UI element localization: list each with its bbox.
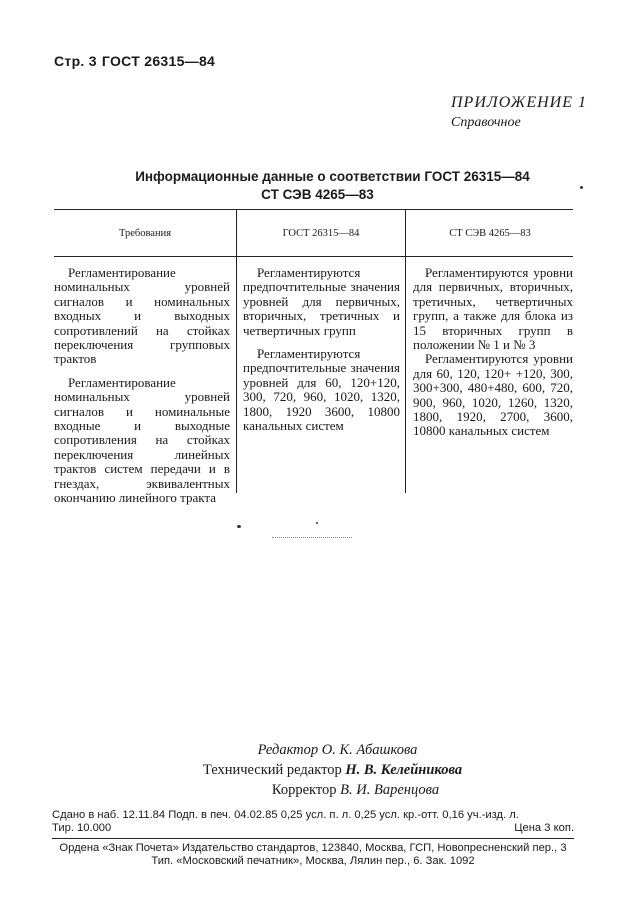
tech-editor-name: Н. В. Келейникова xyxy=(345,762,463,778)
corrector-line xyxy=(0,780,625,800)
printer-info xyxy=(52,842,574,867)
editor-line xyxy=(0,740,625,760)
print-speck xyxy=(237,525,241,528)
appendix-label xyxy=(451,94,587,131)
header-st-sev: СТ СЭВ 4265—83 xyxy=(449,228,531,239)
print-run: Тир. 10.000 xyxy=(52,821,112,834)
table-header-rule xyxy=(54,256,573,257)
table-top-rule xyxy=(54,209,573,210)
title-line-2: СТ СЭВ 4265—83 xyxy=(261,187,374,202)
st-sev-1: Регламентируются уровни для первичных, вторичных, третичных, четвертичных групп, а также для блока из 15 вторичных групп в положении № 1 и № 3 xyxy=(413,265,573,353)
st-sev-2: Регламентируются уровни для 60, 120, 120+ +120, 300, 300+300, 480+480, 600, 720, 900, 960, 1020, 1260, 1320, 1800, 1920, 2700, 3600, 10800 канальных систем xyxy=(413,351,573,439)
tech-editor-line xyxy=(0,760,625,780)
header-requirements: Требования xyxy=(118,228,172,239)
tech-editor-role: Технический редактор xyxy=(202,762,342,778)
requirement-1: Регламентирование номинальных уровней сигналов и номинальных входных и выходных сопротивлений на стойках переключения групповых трактов xyxy=(54,265,230,367)
footer-rule xyxy=(52,838,574,839)
imprint-line-1: Сдано в наб. 12.11.84 Подп. в печ. 04.02.85 0,25 усл. п. л. 0,25 усл. кр.-отт. 0,16 уч.-изд. л. xyxy=(52,809,519,821)
page-header xyxy=(54,53,215,69)
print-smudge xyxy=(272,537,352,538)
column-divider-1 xyxy=(236,209,237,493)
appendix-title: ПРИЛОЖЕНИЕ 1 xyxy=(451,94,587,111)
print-speck xyxy=(316,522,318,524)
editor-role: Редактор xyxy=(257,742,319,758)
corrector-name: В. И. Варенцова xyxy=(340,782,440,798)
editor-name: О. К. Абашкова xyxy=(321,742,418,758)
column-divider-2 xyxy=(405,209,406,493)
imprint-line-2 xyxy=(52,822,574,835)
publisher-line: Ордена «Знак Почета» Издательство стандартов, 123840, Москва, ГСП, Новопресненский пер., 3 xyxy=(59,842,567,854)
requirement-2: Регламентирование номинальных уровней сигналов и номинальные входные и выходные сопротивления на стойках переключения линейных трактов систем передачи и в гнездах, эквивалентных окончанию линейного тракта xyxy=(54,374,230,506)
cell-st-sev xyxy=(413,266,573,439)
cell-gost xyxy=(243,266,400,433)
document-title xyxy=(0,168,625,204)
gost-2: Регламентируются предпочтительные значения уровней для 60, 120+120, 300, 720, 960, 1020, 1320, 1800, 1920 3600, 10800 канальных систем xyxy=(243,346,400,434)
page-number: Стр. 3 xyxy=(54,53,97,69)
editorial-credits xyxy=(0,740,625,800)
appendix-subtitle: Справочное xyxy=(451,115,521,130)
imprint xyxy=(52,809,574,834)
price: Цена 3 коп. xyxy=(514,821,574,834)
print-speck xyxy=(580,186,583,189)
cell-requirements xyxy=(54,266,230,506)
standard-number: ГОСТ 26315—84 xyxy=(101,53,216,69)
printer-line: Тип. «Московский печатник», Москва, Лялин пер., 6. Зак. 1092 xyxy=(151,854,475,867)
header-gost: ГОСТ 26315—84 xyxy=(282,228,360,239)
corrector-role: Корректор xyxy=(271,782,337,798)
title-line-1: Информационные данные о соответствии ГОСТ 26315—84 xyxy=(135,169,530,184)
gost-1: Регламентируются предпочтительные значения уровней для первичных, вторичных, третичных и четвертичных групп xyxy=(243,265,400,338)
